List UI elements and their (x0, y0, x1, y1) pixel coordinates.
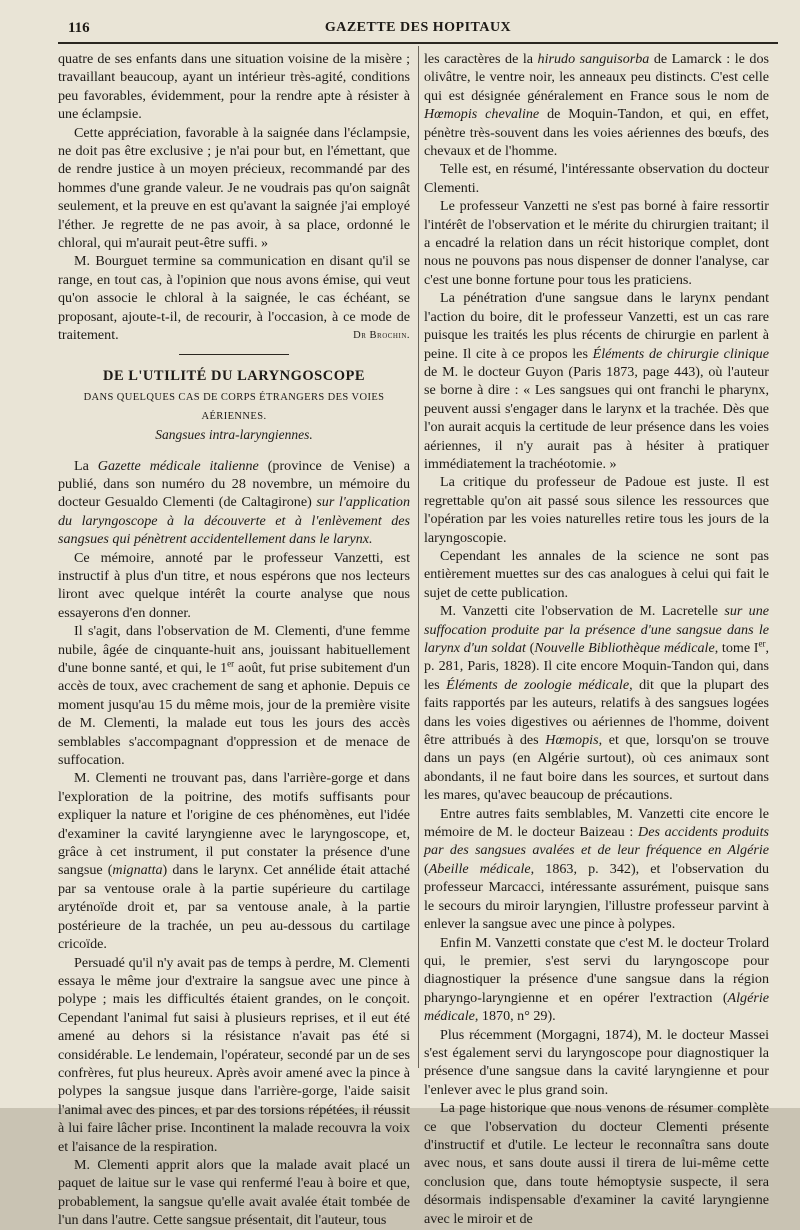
header-rule (58, 42, 778, 44)
article-title: DE L'UTILITÉ DU LARYNGOSCOPE (102, 367, 366, 384)
left-column (58, 50, 410, 1229)
paragraph: Ce mémoire, annoté par le professeur Vanzetti, est instructif à plus d'un titre, et nous espérons que nos lecteurs liront avec quelque intérêt la courte analyse que nous essayerons d'en donner. (58, 549, 410, 621)
paragraph: M. Clementi apprit alors que la malade avait placé un paquet de laitue sur le vase qui renfermé l'eau à boire et que, probablement, la sangsue qu'elle avait avalée était tombée de l'un dans l'autre. Cette sangsue présentait, dit l'auteur, tous (58, 1156, 410, 1229)
paragraph: La page historique que nous venons de résumer complète ce que l'observation du docteur Clementi présente d'instructif et d'utile. Le lecteur le reconnaîtra sans doute avec nous, et sans doute aussi il tirera de lui-même cette conclusion que, dans toute hémoptysie suspecte, il sera désormais indispensable d'examiner la cavité laryngienne avec le miroir et de (424, 1100, 769, 1227)
paragraph: Persuadé qu'il n'y avait pas de temps à perdre, M. Clementi essaya le même jour d'extraire la sangsue avec une pince à polype ; mais les difficultés étaient grandes, on le conçoit. Cependant l'animal fut saisi à plusieurs reprises, et il eut été amené au dehors si la résistance n'avait pas été si considérable. Le lendemain, l'opérateur, secondé par un de ses confrères, fut plus heureux. Après avoir amené avec la pince à polypes la sangsue jusque dans l'arrière-gorge, l'aide saisit l'animal avec des pinces, et par des torsions répétées, il réussit à lui faire lâcher prise. Incontinent la malade recouvra la voix et l'aisance de la respiration. (58, 954, 410, 1155)
paragraph: La Gazette médicale italienne (province de Venise) a publié, dans son numéro du 28 novembre, un mémoire du docteur Gesualdo Clementi (de Caltagirone) sur l'application du laryngoscope à la découverte et à l'enlèvement des sangsues qui pénètrent accidentellement dans le larynx. (58, 457, 410, 548)
paragraph: Cette appréciation, favorable à la saignée dans l'éclampsie, ne doit pas être exclusive ; je n'ai pour but, en l'émettant, que de rendre justice à un moyen précieux, recommandé par des hommes d'une grande valeur. Je ne voudrais pas qu'on saignât seulement, et la preuve en est qu'avant la saignée j'ai employé l'éther. Je regrette de ne pas avoir, à sa place, ordonné le chloral, qui m'aurait peut-être suffi. » (58, 124, 410, 252)
page-header (58, 18, 778, 40)
paragraph: Le professeur Vanzetti ne s'est pas borné à faire ressortir l'intérêt de l'observation et le mérite du chirurgien traitant; il a encadré la relation dans un récit historique complet, dont nous ne pouvons pas nous dispenser de donner l'analyse, car c'est une bonne fortune pour tous les praticiens. (424, 198, 769, 288)
article-subtitle-italic: Sangsues intra-laryngiennes. (155, 427, 313, 443)
journal-name: Gazette médicale italienne (97, 457, 259, 474)
right-column (424, 50, 770, 1227)
paragraph: M. Clementi ne trouvant pas, dans l'arrière-gorge et dans l'exploration de la poitrine, des motifs suffisants pour expliquer la nature et l'origine de ces phénomènes, eut l'idée d'examiner la cavité laryngienne avec le laryngoscope, et, grâce à cet instrument, il put constater la présence d'une sangsue (mignatta) dans le larynx. Cet annélide était attaché par sa ventouse orale à la partie supérieure du cartilage aryténoïde droit et, par sa ventouse anale, à la partie postérieure de la trachée, un peu au-dessous du cartilage cricoïde. (58, 770, 410, 953)
article-separator (179, 354, 289, 355)
paragraph: Enfin M. Vanzetti constate que c'est M. le docteur Trolard qui, le premier, s'est servi du laryngoscope pour diagnostiquer la présence d'une sangsue dans la région pharyngo-laryngienne et en opérer l'extraction (Algérie médicale, 1870, n° 29). (424, 934, 769, 1025)
memoir-title: sur l'application du laryngoscope à la découverte et à l'enlèvement des sangsues qui pénètrent accidentellement dans le larynx. (58, 494, 410, 548)
paragraph: Il s'agit, dans l'observation de M. Clementi, d'une femme nubile, âgée de cinquante-huit ans, jouissant habituellement d'une bonne santé, et qui, le 1er août, fut prise subitement d'un accès de toux, avec crachement de sang et aphonie. Depuis ce moment jusqu'au 15 du même mois, jour de la première visite de M. Clementi, la malade eut tous les jours des accès semblables s'accompagnant d'oppression et de menace de suffocation. (58, 623, 410, 769)
column-divider (418, 46, 419, 1068)
journal-title: GAZETTE DES HOPITAUX (324, 20, 512, 35)
paragraph: M. Vanzetti cite l'observation de M. Lacretelle sur une suffocation produite par la présence d'une sangsue dans le larynx d'un soldat (Nouvelle Bibliothèque médicale, tome Ier, p. 281, Paris, 1828). Il cite encore Moquin-Tandon qui, dans les Éléments de zoologie médicale, dit que la plupart des faits rapportés par les auteurs, relatifs à des sangsues logées dans les voies digestives ou aériennes de l'homme, doivent être attribués à des Hœmopis, et que, lorsqu'on se trouve dans un pays (en Algérie surtout), où ces animaux sont abondants, il ne faut boire dans les sources, et surtout dans les mares, qu'avec beaucoup de précautions. (424, 603, 770, 804)
paragraph: les caractères de la hirudo sanguisorba de Lamarck : le dos olivâtre, le ventre noir, les anneaux peu distincts. C'est celle qui est désignée généralement en France sous le nom de Hœmopis chevaline de Moquin-Tandon, et qui, en effet, pénètre très-souvent dans les voies aériennes des bœufs, des chevaux et de l'homme. (424, 51, 769, 160)
paragraph: Entre autres faits semblables, M. Vanzetti cite encore le mémoire de M. le docteur Baizeau : Des accidents produits par des sangsues avalées et de leur fréquence en Algérie (Abeille médicale, 1863, p. 342), et l'observation du professeur Marcacci, intéressante assurément, puisque sans le secours du miroir laryngien, l'illustre professeur parvint à enlever la sangsue avec une pince à polypes. (424, 805, 770, 933)
page-number: 116 (68, 20, 90, 36)
paragraph: La critique du professeur de Padoue est juste. Il est regrettable qu'on ait passé sous silence les ressources que l'opération par les voies naturelles retire tous les jours de la laryngoscopie. (424, 474, 769, 546)
article-subtitle: DANS QUELQUES CAS DE CORPS ÉTRANGERS DES VOIES AÉRIENNES. (83, 392, 385, 422)
paragraph: quatre de ses enfants dans une situation voisine de la misère ; travaillant beaucoup, ayant un intérieur très-agité, conditions peu favorables, évidemment, pour la rendre apte à résister à une éclampsie. (58, 51, 410, 123)
paragraph: Telle est, en résumé, l'intéressante observation du docteur Clementi. (424, 161, 769, 196)
paragraph: Cependant les annales de la science ne sont pas entièrement muettes sur des cas analogues à celui qui fait le sujet de cette publication. (424, 547, 769, 601)
paragraph: La pénétration d'une sangsue dans le larynx pendant l'action du boire, dit le professeur Vanzetti, est un cas rare puisque les traités les plus récents de chirurgie en parlent à peine. Il cite à ce propos les Éléments de chirurgie clinique de M. le docteur Guyon (Paris 1873, page 443), où l'auteur se borne à dire : « Les sangsues qui ont franchi le pharynx, peuvent aussi s'engager dans le larynx et la trachée. Dès que l'on aurait acquis la certitude de leur présence dans les voies aériennes, il n'y aurait pas à hésiter à pratiquer immédiatement la trachéotomie. » (424, 290, 769, 472)
paragraph: Plus récemment (Morgagni, 1874), M. le docteur Massei s'est également servi du laryngoscope pour diagnostiquer la présence d'une sangsue dans la cavité laryngienne et pour l'enlever avec le plus grand soin. (424, 1026, 769, 1098)
signature: Dr Brochin. (353, 329, 410, 341)
paragraph: M. Bourguet termine sa communication en disant qu'il se range, en tout cas, à l'opinion que nous avons émise, qui veut qu'on associe le chloral à la saignée, le cas échéant, se proposant, ajoute-t-il, de recourir, à l'occasion, à ce mode de traitement. (58, 253, 410, 344)
